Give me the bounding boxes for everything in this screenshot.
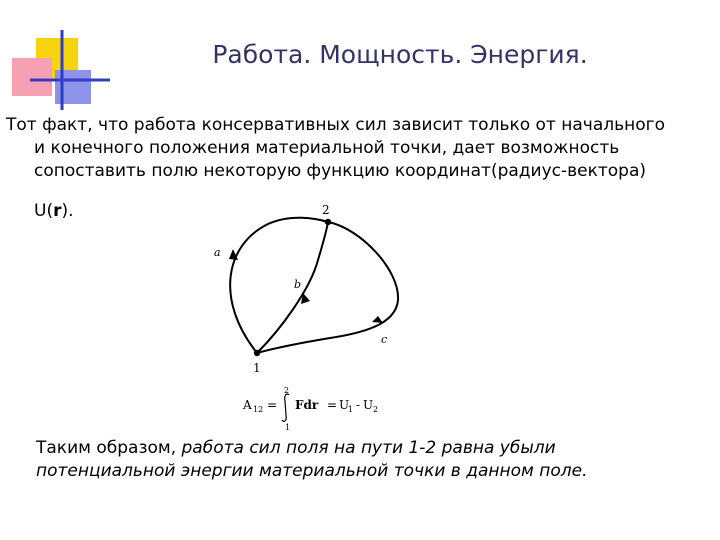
formula-integrand: Fdr [295, 398, 319, 412]
paragraph-line-2: и конечного положения материальной точки, дает возможность [34, 138, 620, 158]
formula-u2: U [363, 398, 374, 412]
slide-logo-decoration [0, 0, 110, 110]
work-formula [242, 386, 378, 432]
conclusion-line-1 [36, 437, 696, 460]
paragraph-line-3: сопоставить полю некоторую функцию координат(радиус-вектора) [34, 161, 647, 181]
function-suffix: ). [61, 201, 74, 221]
slide-title: Работа. Мощность. Энергия. [212, 40, 588, 69]
conclusion-italic-1: работа сил поля на пути 1-2 равна убыли [181, 438, 556, 458]
formula-lhs: A [243, 398, 252, 412]
function-prefix: U( [34, 201, 54, 221]
function-argument: r [53, 201, 62, 221]
path-a-label: a [214, 246, 221, 259]
paragraph-line-1: Тот факт, что работа консервативных сил зависит только от начального [6, 115, 665, 135]
conclusion-line-2 [36, 460, 696, 483]
potential-function [34, 201, 74, 221]
formula-u2-sub: 2 [373, 405, 379, 414]
body-paragraph [6, 114, 706, 183]
formula-upper-limit: 2 [284, 386, 290, 395]
path-c-curve [257, 222, 398, 353]
formula-equals: = [267, 398, 278, 412]
formula-rhs-equals: = [327, 398, 338, 412]
integral-sign [282, 394, 289, 421]
logo-pink-square [12, 58, 52, 96]
formula-minus: - [356, 398, 361, 412]
paths-diagram [190, 196, 440, 436]
point-1-label: 1 [253, 361, 261, 375]
formula-lhs-sub: 12 [253, 405, 264, 414]
formula-lower-limit: 1 [285, 423, 291, 432]
point-1-marker [254, 350, 260, 356]
path-b-label: b [294, 278, 302, 291]
formula-u1-sub: 1 [348, 405, 354, 414]
conclusion-lead: Таким образом, [36, 438, 182, 458]
path-b-curve [257, 222, 328, 353]
conclusion-italic-2: потенциальной энергии материальной точки в данном поле. [36, 461, 588, 481]
point-2-label: 2 [322, 203, 330, 217]
path-a-curve [230, 218, 328, 353]
conclusion-text [36, 437, 696, 483]
path-c-arrow [372, 316, 383, 323]
logo-blue-square [55, 70, 91, 104]
point-2-marker [325, 219, 331, 225]
formula-u1: U [339, 398, 350, 412]
path-c-label: c [381, 333, 388, 346]
